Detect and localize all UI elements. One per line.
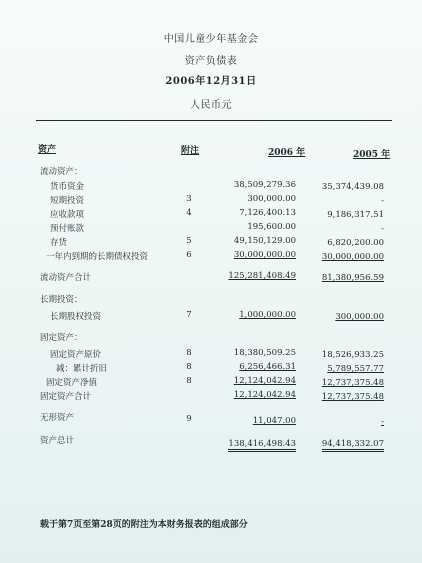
row-value-2005: 5,789,557.77 xyxy=(327,364,384,374)
table-row xyxy=(0,208,422,220)
row-label: 货币资金 xyxy=(50,182,85,192)
row-note: 5 xyxy=(186,236,192,246)
row-note: 6 xyxy=(186,250,192,260)
row-value-2005: - xyxy=(381,196,384,206)
footer-note: 载于第7页至第28页的附注为本财务报表的组成部分 xyxy=(40,520,248,530)
table-row xyxy=(0,180,422,192)
row-label: 预付账款 xyxy=(50,224,85,234)
row-value-2006: 195,600.00 xyxy=(247,222,296,232)
table-row xyxy=(0,271,422,283)
column-header-note: 附注 xyxy=(181,146,200,156)
table-row xyxy=(0,194,422,206)
row-note: 3 xyxy=(186,194,192,204)
table-row xyxy=(0,434,422,449)
table-row xyxy=(0,236,422,248)
row-label: 无形资产 xyxy=(40,413,75,423)
row-label: 一年内到期的长期债权投资 xyxy=(46,252,149,262)
currency-label: 人民币元 xyxy=(190,100,232,111)
row-value-2005: 12,737,375.48 xyxy=(321,378,384,388)
row-note: 7 xyxy=(186,310,192,320)
row-value-2005: 9,186,317.51 xyxy=(327,210,384,220)
header-divider xyxy=(36,120,392,121)
row-value-2005: 18,526,933.25 xyxy=(321,350,384,360)
row-label: 长期股权投资 xyxy=(50,312,102,322)
row-value-2005: 300,000.00 xyxy=(335,312,384,322)
row-value-2006: 30,000,000.00 xyxy=(233,250,296,260)
row-value-2006: 6,256,466.31 xyxy=(239,362,296,372)
row-label: 固定资产净值 xyxy=(46,378,98,388)
table-row xyxy=(0,376,422,388)
table-row xyxy=(0,331,422,343)
row-value-2006: 125,281,408.49 xyxy=(228,271,296,281)
row-label: 固定资产合计 xyxy=(40,392,92,402)
table-row xyxy=(0,293,422,305)
row-label: 存货 xyxy=(50,238,68,248)
table-row xyxy=(0,411,422,427)
row-value-2006: 11,047.00 xyxy=(252,416,296,426)
column-header-2006: 2006 年 xyxy=(268,148,306,158)
row-note: 4 xyxy=(186,208,192,218)
row-value-2005: 6,820,200.00 xyxy=(327,238,384,248)
row-label: 资产总计 xyxy=(40,436,75,446)
column-header-2005: 2005 年 xyxy=(353,150,391,160)
row-value-2006: 49,150,129.00 xyxy=(233,236,296,246)
table-row xyxy=(0,362,422,374)
table-row xyxy=(0,310,422,322)
row-note: 8 xyxy=(186,348,192,358)
table-row xyxy=(0,222,422,234)
row-value-2005: - xyxy=(381,417,384,427)
row-note: 8 xyxy=(186,362,192,372)
row-label: 固定资产原价 xyxy=(50,350,102,360)
row-value-2006: 18,380,509.25 xyxy=(233,348,296,358)
statement-title: 资产负债表 xyxy=(184,56,238,67)
row-label: 固定资产： xyxy=(40,333,83,343)
column-header-item: 资产 xyxy=(38,145,57,155)
table-row xyxy=(0,390,422,402)
row-label: 流动资产合计 xyxy=(40,273,92,283)
row-label: 长期投资： xyxy=(40,295,83,305)
row-value-2005: - xyxy=(381,224,384,234)
row-label: 短期投资 xyxy=(50,196,85,206)
row-value-2005: 30,000,000.00 xyxy=(321,252,384,262)
row-note: 8 xyxy=(186,376,192,386)
table-row xyxy=(0,250,422,262)
row-value-2005: 12,737,375.48 xyxy=(321,392,384,402)
row-value-2006: 12,124,042.94 xyxy=(233,376,296,386)
statement-date: 2006年12月31日 xyxy=(165,76,257,87)
row-value-2006: 138,416,498.43 xyxy=(228,440,296,452)
row-value-2006: 38,509,279.36 xyxy=(233,180,296,190)
row-value-2005: 94,418,332.07 xyxy=(322,440,384,452)
table-row xyxy=(0,348,422,360)
row-label: 流动资产： xyxy=(40,167,83,177)
row-value-2006: 1,000,000.00 xyxy=(239,310,296,320)
table-row xyxy=(0,165,422,177)
row-label: 应收款项 xyxy=(50,210,85,220)
row-value-2006: 300,000.00 xyxy=(247,194,296,204)
row-note: 9 xyxy=(186,414,192,424)
row-value-2006: 12,124,042.94 xyxy=(233,390,296,400)
row-value-2005: 35,374,439.08 xyxy=(321,182,384,192)
row-value-2006: 7,126,400.13 xyxy=(239,208,296,218)
org-name: 中国儿童少年基金会 xyxy=(163,34,259,45)
row-value-2005: 81,380,956.59 xyxy=(321,273,384,283)
row-label: 减：累计折旧 xyxy=(56,364,108,374)
